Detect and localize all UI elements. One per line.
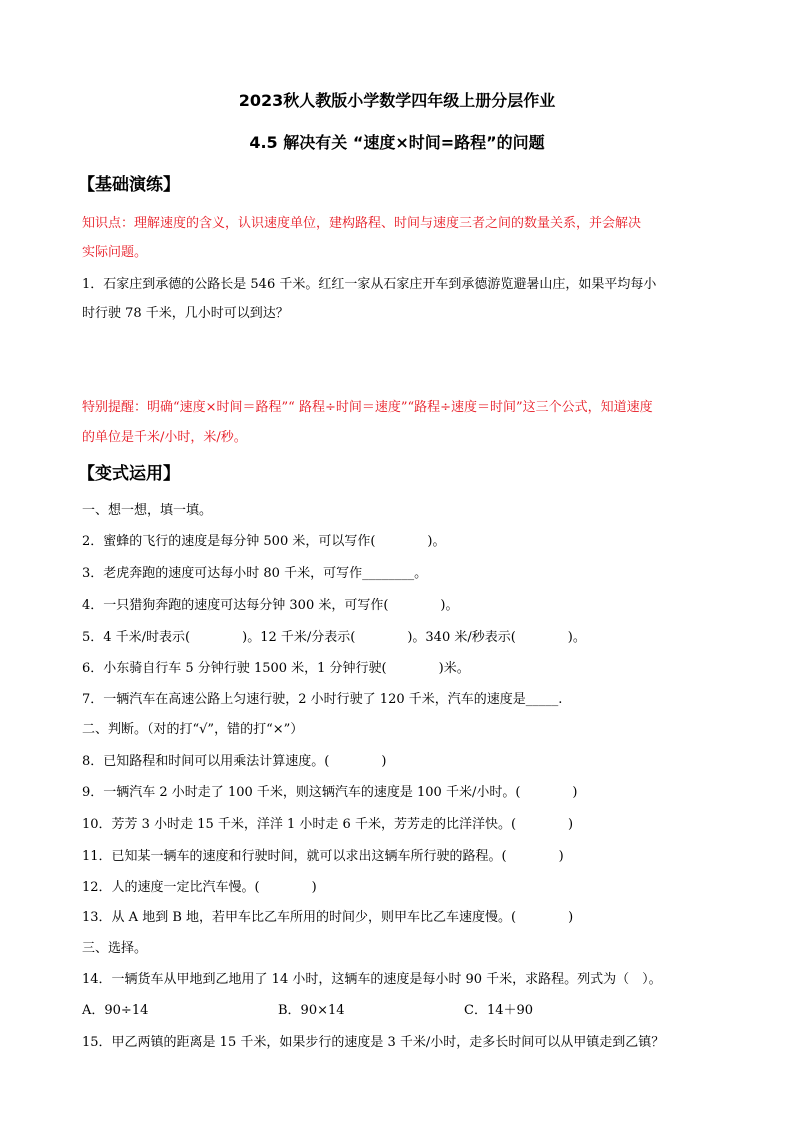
- question-14-option-c: C．14＋90: [464, 1003, 534, 1018]
- question-3: 3．老虎奔跑的速度可达每小时 80 千米，可写作________。: [82, 566, 428, 581]
- section-basic-heading: 【基础演练】: [78, 175, 180, 195]
- reminder-line-2: 的单位是千米/小时，米/秒。: [82, 430, 247, 445]
- question-14: 14．一辆货车从甲地到乙地用了 14 小时，这辆车的速度是每小时 90 千米，求路程。列式为（ ）。: [82, 972, 662, 987]
- question-10: 10．芳芳 3 小时走 15 千米，洋洋 1 小时走 6 千米，芳芳走的比洋洋快。( ): [82, 817, 574, 832]
- part-1-heading: 一、想一想，填一填。: [82, 503, 213, 518]
- question-13: 13．从 A 地到 B 地，若甲车比乙车所用的时间少，则甲车比乙车速度慢。( ): [82, 910, 574, 925]
- reminder-line-1: 特别提醒：明确“速度×时间＝路程”“ 路程÷时间＝速度”“路程÷速度＝时间”这三个公式，知道速度: [82, 400, 653, 415]
- question-11: 11．已知某一辆车的速度和行驶时间，就可以求出这辆车所行驶的路程。( ): [82, 849, 564, 864]
- section-variant-heading: 【变式运用】: [78, 464, 180, 484]
- question-7: 7．一辆汽车在高速公路上匀速行驶，2 小时行驶了 120 千米，汽车的速度是_____.: [82, 692, 563, 707]
- knowledge-line-2: 实际问题。: [82, 245, 148, 260]
- part-3-heading: 三、选择。: [82, 941, 148, 956]
- question-1-line-1: 1．石家庄到承德的公路长是 546 千米。红红一家从石家庄开车到承德游览避暑山庄，如果平均每小: [82, 277, 657, 292]
- question-4: 4．一只猎狗奔跑的速度可达每分钟 300 米，可写作( )。: [82, 598, 459, 613]
- question-14-option-b: B．90×14: [278, 1003, 345, 1018]
- question-9: 9．一辆汽车 2 小时走了 100 千米，则这辆汽车的速度是 100 千米/小时。( ): [82, 785, 578, 800]
- question-12: 12．人的速度一定比汽车慢。( ): [82, 880, 317, 895]
- question-15: 15．甲乙两镇的距离是 15 千米，如果步行的速度是 3 千米/小时，走多长时间可以从甲镇走到乙镇？: [82, 1035, 665, 1050]
- question-5: 5．4 千米/时表示( )。12 千米/分表示( )。340 米/秒表示( )。: [82, 630, 586, 645]
- question-2: 2．蜜蜂的飞行的速度是每分钟 500 米，可以写作( )。: [82, 534, 446, 549]
- page-subtitle: 4.5 解决有关 “速度×时间=路程”的问题: [249, 133, 545, 152]
- question-14-option-a: A．90÷14: [82, 1003, 149, 1018]
- part-2-heading: 二、判断。（对的打“√”，错的打“×”）: [82, 722, 304, 737]
- knowledge-line-1: 知识点：理解速度的含义，认识速度单位，建构路程、时间与速度三者之间的数量关系，并会解决: [82, 216, 642, 231]
- question-6: 6．小东骑自行车 5 分钟行驶 1500 米，1 分钟行驶( )米。: [82, 661, 470, 676]
- question-1-line-2: 时行驶 78 千米，几小时可以到达？: [82, 306, 289, 321]
- question-8: 8．已知路程和时间可以用乘法计算速度。( ): [82, 754, 387, 769]
- page-title: 2023秋人教版小学数学四年级上册分层作业: [238, 91, 556, 110]
